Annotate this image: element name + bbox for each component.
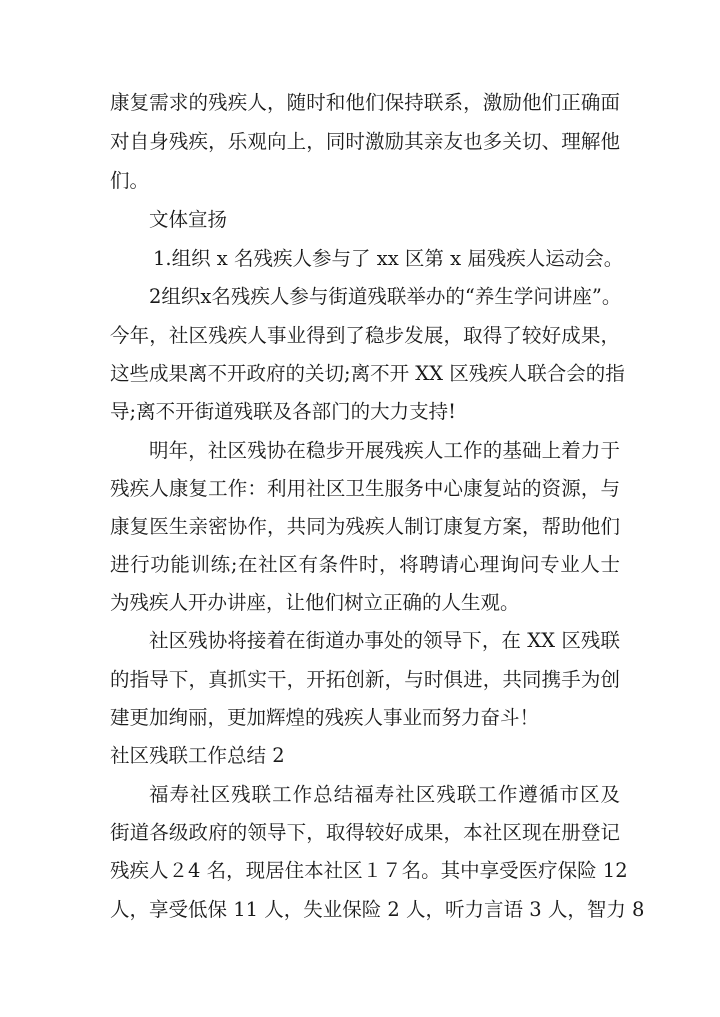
section-title: 社区残联工作总结 2 — [110, 744, 285, 767]
section-heading: 文体宣扬 — [149, 208, 228, 231]
text-line: 对自身残疾，乐观向上，同时激励其亲友也多关切、理解他 — [110, 130, 620, 153]
text-line: 今年，社区残疾人事业得到了稳步发展，取得了较好成果， — [110, 324, 620, 347]
text-line: 为残疾人开办讲座，让他们树立正确的人生观。 — [110, 591, 520, 614]
list-item: 1.组织 x 名残疾人参与了 xx 区第 x 届残疾人运动会。 — [153, 247, 624, 270]
text-line: 残疾人２4 名，现居住本社区１７名。其中享受医疗保险 12 — [110, 859, 628, 882]
text-line: 残疾人康复工作：利用社区卫生服务中心康复站的资源，与 — [110, 477, 620, 500]
text-line: 康复医生亲密协作，共同为残疾人制订康复方案，帮助他们 — [110, 515, 620, 538]
text-line: 人，享受低保 11 人，失业保险 2 人，听力言语 3 人，智力 8 — [110, 898, 645, 921]
text-line: 社区残协将接着在街道办事处的领导下，在 XX 区残联 — [149, 629, 620, 652]
text-line: 建更加绚丽，更加辉煌的残疾人事业而努力奋斗！ — [110, 706, 540, 729]
text-line: 导;离不开街道残联及各部门的大力支持! — [110, 400, 456, 423]
list-item: 2组织x名残疾人参与街道残联举办的“养生学问讲座”。 — [149, 285, 622, 308]
text-line: 的指导下，真抓实干，开拓创新，与时俱进，共同携手为创 — [110, 668, 620, 691]
text-line: 这些成果离不开政府的关切;离不开 XX 区残疾人联合会的指 — [110, 362, 625, 385]
text-line: 街道各级政府的领导下，取得较好成果，本社区现在册登记 — [110, 821, 620, 844]
text-line: 康复需求的残疾人，随时和他们保持联系，激励他们正确面 — [110, 91, 620, 114]
text-line: 明年，社区残协在稳步开展残疾人工作的基础上着力于 — [149, 439, 620, 462]
text-line: 福寿社区残联工作总结福寿社区残联工作遵循市区及 — [149, 783, 620, 806]
text-line: 们。 — [110, 169, 150, 192]
text-line: 进行功能训练;在社区有条件时，将聘请心理询问专业人士 — [110, 553, 620, 576]
